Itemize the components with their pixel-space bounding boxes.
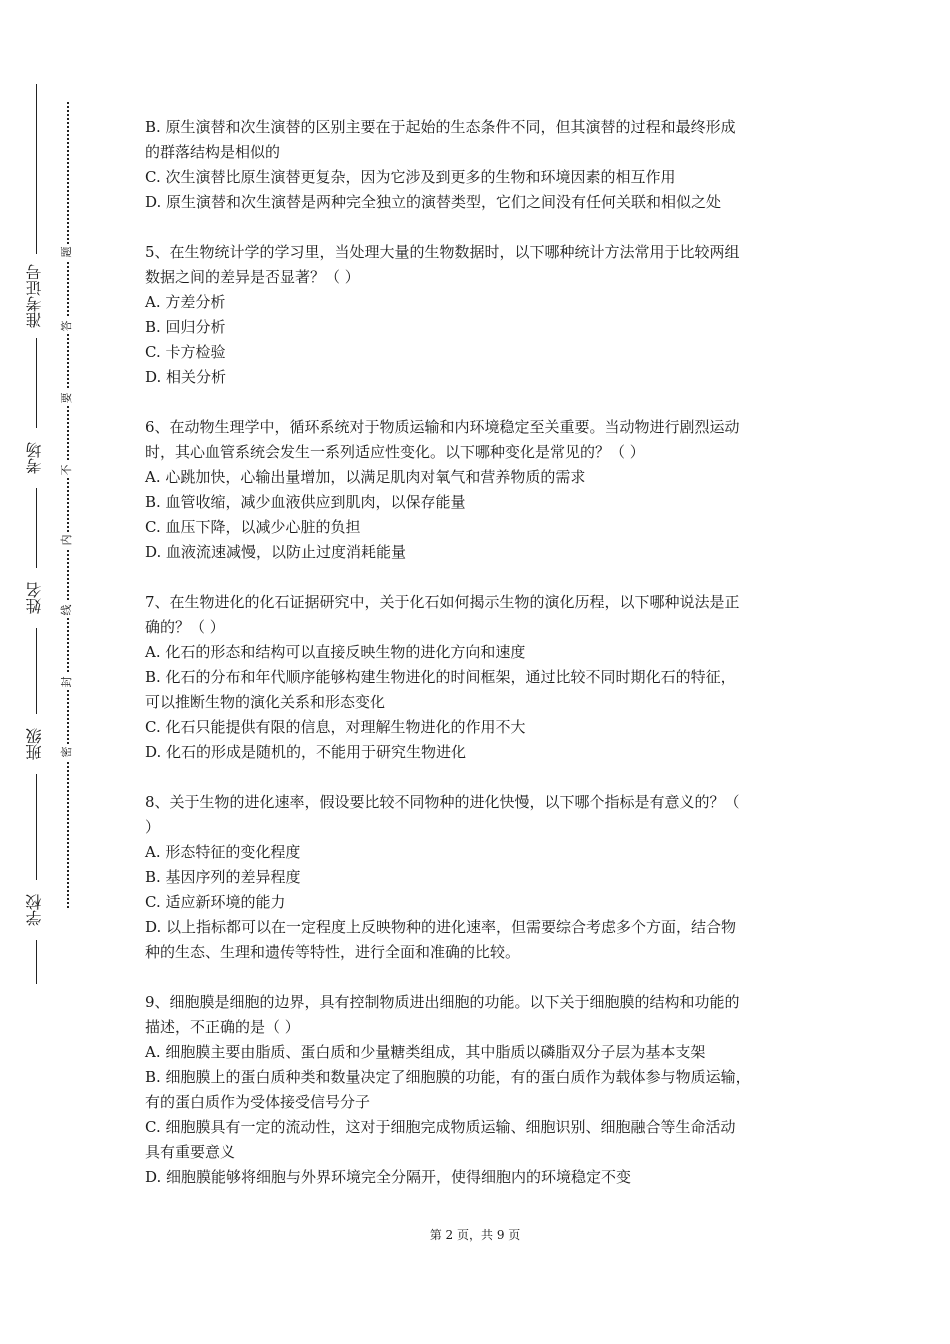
- question-stem: 5、在生物统计学的学习里，当处理大量的生物数据时，以下哪种统计方法常用于比较两组: [145, 243, 740, 261]
- option-c: C. 卡方检验: [145, 343, 226, 361]
- seal-char: 题: [59, 244, 75, 260]
- seal-char: 密: [59, 744, 75, 760]
- seal-char: 内: [59, 532, 75, 548]
- option-c: C. 血压下降，以减少心脏的负担: [145, 518, 361, 536]
- text-line: 的群落结构是相似的: [145, 143, 281, 161]
- page-number: 第 2 页，共 9 页: [429, 1228, 521, 1242]
- option-b: B. 化石的分布和年代顺序能够构建生物进化的时间框架，通过比较不同时期化石的特征，: [145, 668, 736, 686]
- seal-char: 答: [59, 318, 75, 334]
- option-b: B. 回归分析: [145, 318, 226, 336]
- option-b-continued: 可以推断生物的演化关系和形态变化: [145, 693, 386, 711]
- question-stem: 6、在动物生理学中，循环系统对于物质运输和内环境稳定至关重要。当动物进行剧烈运动: [145, 418, 740, 436]
- binding-margin: [0, 0, 90, 1344]
- seal-char: 不: [59, 462, 75, 478]
- seal-char: 要: [59, 390, 75, 406]
- exam-room-label: 考场: [22, 428, 48, 488]
- question-stem: 9、细胞膜是细胞的边界，具有控制物质进出细胞的功能。以下关于细胞膜的结构和功能的: [145, 993, 740, 1011]
- option-d-continued: 种的生态、生理和遗传等特性，进行全面和准确的比较。: [145, 943, 521, 961]
- option-a: A. 化石的形态和结构可以直接反映生物的进化方向和速度: [145, 643, 526, 661]
- name-label: 姓名: [22, 568, 48, 628]
- question-stem: 确的？（ ）: [145, 618, 225, 636]
- question-9: [145, 990, 813, 1190]
- question-4-continuation: [145, 115, 813, 215]
- option-a: A. 心跳加快，心输出量增加，以满足肌肉对氧气和营养物质的需求: [145, 468, 586, 486]
- option-d: D. 化石的形成是随机的，不能用于研究生物进化: [145, 743, 467, 761]
- question-stem: ）: [145, 818, 161, 836]
- question-stem: 数据之间的差异是否显著？（ ）: [145, 268, 360, 286]
- option-a: A. 形态特征的变化程度: [145, 843, 301, 861]
- class-label: 班级: [22, 714, 48, 774]
- option-d: D. 以上指标都可以在一定程度上反映物种的进化速率，但需要综合考虑多个方面，结合物: [145, 918, 737, 936]
- question-7: [145, 590, 813, 765]
- seal-char: 线: [59, 602, 75, 618]
- option-b-continued: 有的蛋白质作为受体接受信号分子: [145, 1093, 371, 1111]
- exam-content: [145, 115, 813, 1190]
- text-line: B. 原生演替和次生演替的区别主要在于起始的生态条件不同，但其演替的过程和最终形成: [145, 118, 736, 136]
- option-b: B. 血管收缩，减少血液供应到肌肉，以保存能量: [145, 493, 466, 511]
- question-5: [145, 240, 813, 390]
- option-c: C. 细胞膜具有一定的流动性，这对于细胞完成物质运输、细胞识别、细胞融合等生命活动: [145, 1118, 736, 1136]
- option-b: B. 细胞膜上的蛋白质种类和数量决定了细胞膜的功能，有的蛋白质作为载体参与物质运输，: [145, 1068, 751, 1086]
- page-footer: [0, 1226, 950, 1243]
- option-a: A. 方差分析: [145, 293, 226, 311]
- option-c: C. 适应新环境的能力: [145, 893, 286, 911]
- text-line: C. 次生演替比原生演替更复杂，因为它涉及到更多的生物和环境因素的相互作用: [145, 168, 676, 186]
- option-b: B. 基因序列的差异程度: [145, 868, 301, 886]
- question-stem: 7、在生物进化的化石证据研究中，关于化石如何揭示生物的演化历程，以下哪种说法是正: [145, 593, 740, 611]
- option-a: A. 细胞膜主要由脂质、蛋白质和少量糖类组成，其中脂质以磷脂双分子层为基本支架: [145, 1043, 706, 1061]
- admission-number-label: 准考证号: [22, 254, 48, 338]
- question-stem: 时，其心血管系统会发生一系列适应性变化。以下哪种变化是常见的？（ ）: [145, 443, 645, 461]
- option-d: D. 细胞膜能够将细胞与外界环境完全分隔开，使得细胞内的环境稳定不变: [145, 1168, 632, 1186]
- school-label: 学校: [22, 880, 48, 940]
- option-c: C. 化石只能提供有限的信息，对理解生物进化的作用不大: [145, 718, 526, 736]
- question-stem: 8、关于生物的进化速率，假设要比较不同物种的进化快慢，以下哪个指标是有意义的？（: [145, 793, 740, 811]
- question-stem: 描述，不正确的是（ ）: [145, 1018, 300, 1036]
- option-d: D. 相关分析: [145, 368, 227, 386]
- option-c-continued: 具有重要意义: [145, 1143, 236, 1161]
- option-d: D. 血液流速减慢，以防止过度消耗能量: [145, 543, 407, 561]
- question-8: [145, 790, 813, 965]
- fill-in-line: [36, 84, 37, 984]
- text-line: D. 原生演替和次生演替是两种完全独立的演替类型，它们之间没有任何关联和相似之处: [145, 193, 722, 211]
- question-6: [145, 415, 813, 565]
- seal-dotted-line: [67, 102, 69, 908]
- seal-char: 封: [59, 674, 75, 690]
